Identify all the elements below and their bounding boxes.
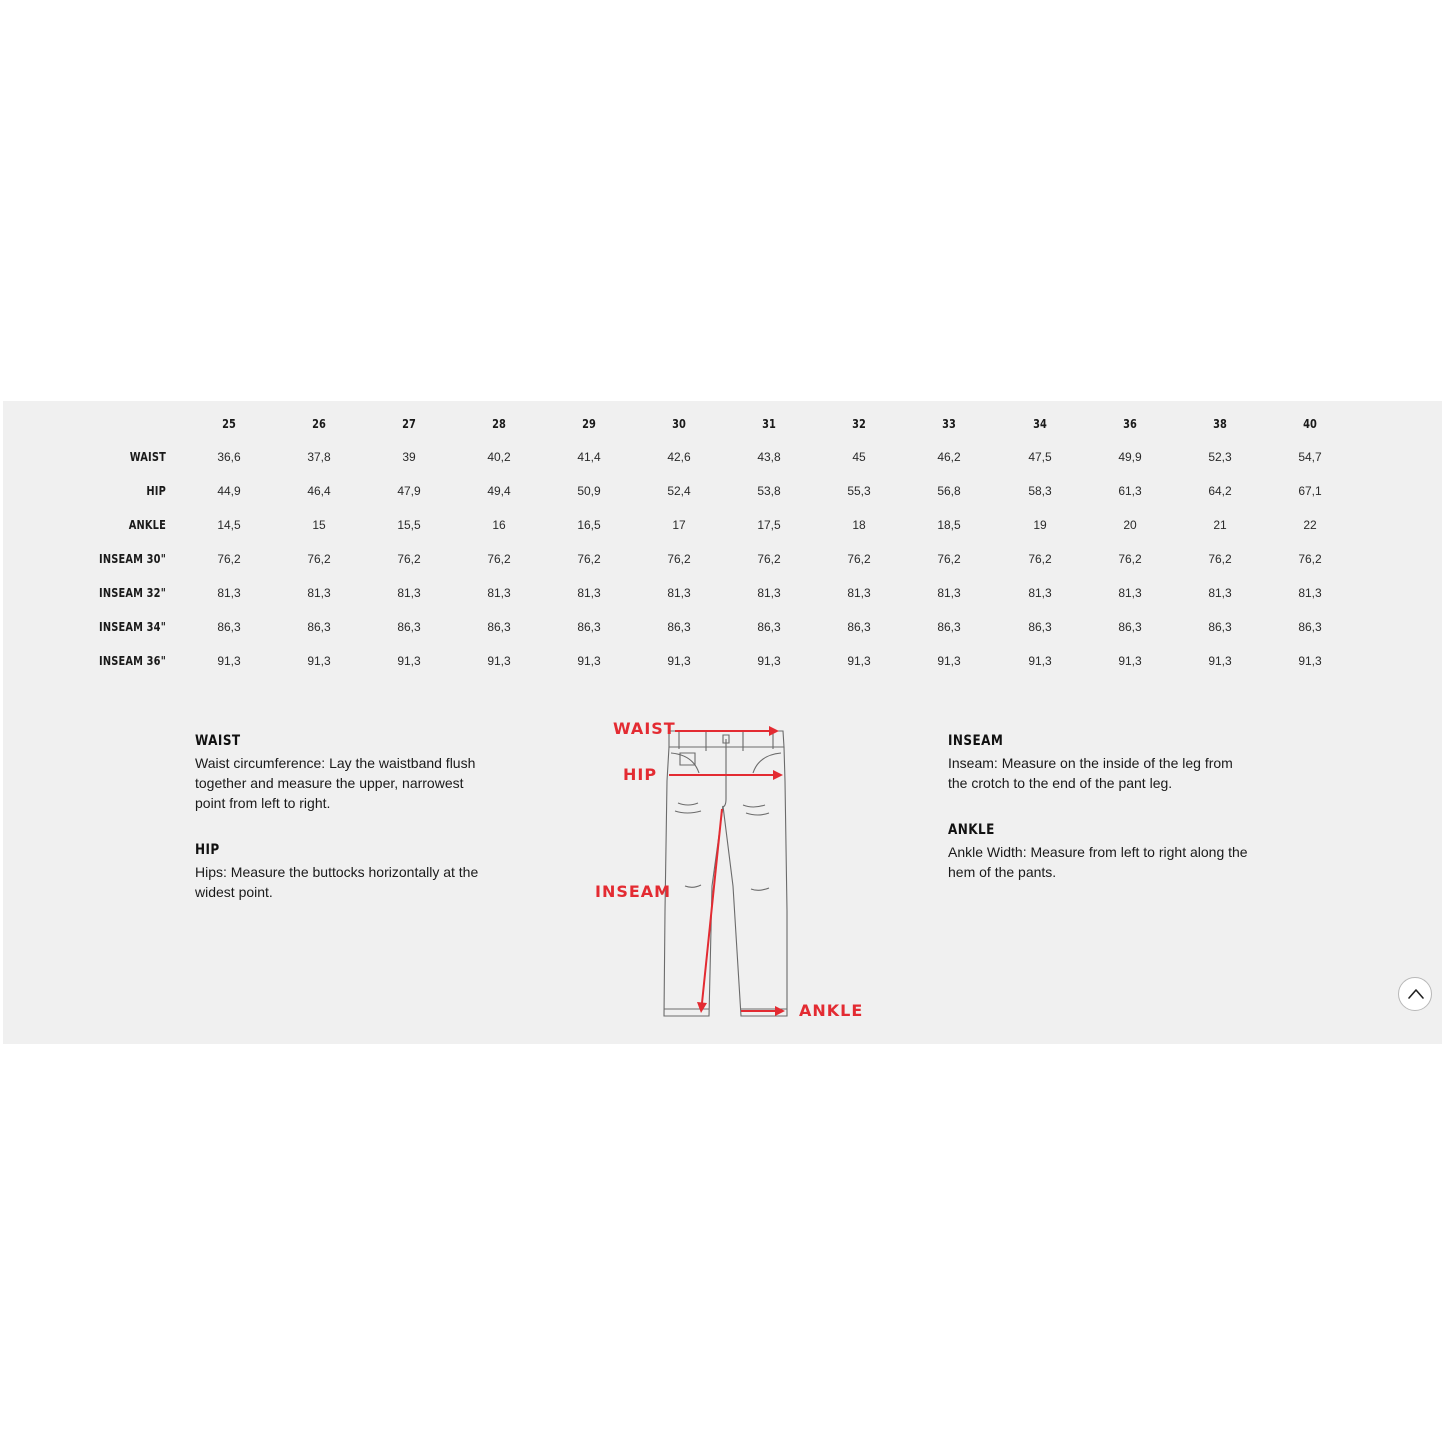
- size-value-cell: 18: [852, 518, 866, 532]
- row-label: HIP: [146, 484, 166, 498]
- size-value-cell: 81,3: [667, 586, 691, 600]
- size-value-cell: 86,3: [757, 620, 781, 634]
- size-value-cell: 76,2: [847, 552, 871, 566]
- size-value-cell: 47,5: [1028, 450, 1052, 464]
- size-value-cell: 91,3: [1028, 654, 1052, 668]
- size-header-cell: 30: [672, 417, 686, 431]
- size-header-cell: 29: [582, 417, 596, 431]
- size-value-cell: 17,5: [757, 518, 781, 532]
- size-value-cell: 76,2: [397, 552, 421, 566]
- size-value-cell: 37,8: [307, 450, 331, 464]
- size-value-cell: 86,3: [1028, 620, 1052, 634]
- hip-description: [195, 842, 505, 902]
- hip-description-title: HIP: [195, 842, 220, 858]
- size-value-cell: 76,2: [487, 552, 511, 566]
- size-value-cell: 86,3: [847, 620, 871, 634]
- size-header-cell: 40: [1303, 417, 1317, 431]
- size-value-cell: 86,3: [1208, 620, 1232, 634]
- size-value-cell: 36,6: [217, 450, 241, 464]
- size-value-cell: 58,3: [1028, 484, 1052, 498]
- size-value-cell: 47,9: [397, 484, 421, 498]
- size-value-cell: 86,3: [937, 620, 961, 634]
- size-value-cell: 41,4: [577, 450, 601, 464]
- size-value-cell: 86,3: [1298, 620, 1322, 634]
- size-value-cell: 81,3: [307, 586, 331, 600]
- hip-description-text: Hips: Measure the buttocks horizontally at the widest point.: [195, 864, 479, 900]
- size-header-cell: 38: [1213, 417, 1227, 431]
- size-value-cell: 49,9: [1118, 450, 1142, 464]
- pants-measurement-diagram: [583, 711, 863, 1031]
- waist-description-title: WAIST: [195, 733, 241, 749]
- size-value-cell: 18,5: [937, 518, 961, 532]
- size-header-cell: 32: [852, 417, 866, 431]
- size-value-cell: 76,2: [667, 552, 691, 566]
- row-label: INSEAM 34": [98, 620, 166, 634]
- size-value-cell: 91,3: [307, 654, 331, 668]
- scroll-to-top-button[interactable]: [1398, 977, 1432, 1011]
- ankle-description: [948, 822, 1258, 882]
- size-value-cell: 76,2: [1208, 552, 1232, 566]
- size-header-cell: 28: [492, 417, 506, 431]
- size-value-cell: 81,3: [1298, 586, 1322, 600]
- size-value-cell: 39: [402, 450, 416, 464]
- size-value-cell: 91,3: [397, 654, 421, 668]
- size-value-cell: 40,2: [487, 450, 511, 464]
- size-header-cell: 27: [402, 417, 416, 431]
- waist-description: [195, 733, 505, 813]
- size-value-cell: 55,3: [847, 484, 871, 498]
- size-value-cell: 67,1: [1298, 484, 1322, 498]
- size-value-cell: 76,2: [937, 552, 961, 566]
- size-value-cell: 17: [672, 518, 686, 532]
- size-table-row: [3, 583, 1442, 603]
- row-label: WAIST: [129, 450, 166, 464]
- size-value-cell: 52,3: [1208, 450, 1232, 464]
- size-table-row: [3, 515, 1442, 535]
- waist-description-text: Waist circumference: Lay the waistband flush together and measure the upper, narrowest point from left to right.: [195, 755, 476, 811]
- size-header-cell: 25: [222, 417, 236, 431]
- size-value-cell: 76,2: [1028, 552, 1052, 566]
- size-table-row: [3, 651, 1442, 671]
- size-value-cell: 52,4: [667, 484, 691, 498]
- size-value-cell: 91,3: [667, 654, 691, 668]
- size-value-cell: 91,3: [217, 654, 241, 668]
- size-value-cell: 21: [1213, 518, 1227, 532]
- size-value-cell: 14,5: [217, 518, 241, 532]
- size-table-row: [3, 481, 1442, 501]
- row-label: INSEAM 32": [98, 586, 166, 600]
- row-label: INSEAM 30": [98, 552, 166, 566]
- size-value-cell: 42,6: [667, 450, 691, 464]
- ankle-description-title: ANKLE: [948, 822, 995, 838]
- size-value-cell: 81,3: [577, 586, 601, 600]
- size-value-cell: 15,5: [397, 518, 421, 532]
- size-header-row: [3, 414, 1442, 434]
- size-value-cell: 76,2: [1298, 552, 1322, 566]
- size-value-cell: 86,3: [397, 620, 421, 634]
- size-value-cell: 86,3: [577, 620, 601, 634]
- size-value-cell: 81,3: [1208, 586, 1232, 600]
- size-table-row: [3, 447, 1442, 467]
- size-value-cell: 91,3: [1208, 654, 1232, 668]
- size-header-cell: 33: [942, 417, 956, 431]
- size-value-cell: 16: [492, 518, 506, 532]
- diagram-label-inseam: INSEAM: [595, 882, 672, 901]
- size-value-cell: 91,3: [757, 654, 781, 668]
- size-value-cell: 64,2: [1208, 484, 1232, 498]
- diagram-label-ankle: ANKLE: [799, 1001, 863, 1020]
- size-value-cell: 46,4: [307, 484, 331, 498]
- diagram-label-waist: WAIST: [613, 719, 676, 738]
- size-value-cell: 22: [1303, 518, 1317, 532]
- row-label: ANKLE: [128, 518, 166, 532]
- size-value-cell: 91,3: [1118, 654, 1142, 668]
- size-value-cell: 15: [312, 518, 326, 532]
- size-value-cell: 81,3: [937, 586, 961, 600]
- size-value-cell: 86,3: [307, 620, 331, 634]
- size-header-cell: 34: [1033, 417, 1047, 431]
- size-header-cell: 26: [312, 417, 326, 431]
- size-value-cell: 91,3: [487, 654, 511, 668]
- size-value-cell: 81,3: [847, 586, 871, 600]
- size-value-cell: 91,3: [937, 654, 961, 668]
- size-value-cell: 91,3: [847, 654, 871, 668]
- size-header-cell: 36: [1123, 417, 1137, 431]
- size-value-cell: 61,3: [1118, 484, 1142, 498]
- ankle-description-text: Ankle Width: Measure from left to right along the hem of the pants.: [948, 844, 1248, 880]
- size-value-cell: 91,3: [577, 654, 601, 668]
- size-table-row: [3, 617, 1442, 637]
- size-value-cell: 76,2: [1118, 552, 1142, 566]
- size-value-cell: 43,8: [757, 450, 781, 464]
- size-value-cell: 91,3: [1298, 654, 1322, 668]
- size-value-cell: 81,3: [487, 586, 511, 600]
- size-header-cell: 31: [762, 417, 776, 431]
- size-value-cell: 86,3: [1118, 620, 1142, 634]
- size-value-cell: 81,3: [1028, 586, 1052, 600]
- inseam-description: [948, 733, 1258, 793]
- size-value-cell: 76,2: [307, 552, 331, 566]
- size-value-cell: 81,3: [1118, 586, 1142, 600]
- size-value-cell: 76,2: [757, 552, 781, 566]
- size-value-cell: 45: [852, 450, 866, 464]
- chevron-up-icon: [1407, 987, 1425, 1001]
- size-value-cell: 46,2: [937, 450, 961, 464]
- size-value-cell: 76,2: [577, 552, 601, 566]
- size-value-cell: 86,3: [217, 620, 241, 634]
- measurement-arrows: [669, 726, 785, 1016]
- row-label: INSEAM 36": [98, 654, 166, 668]
- size-value-cell: 53,8: [757, 484, 781, 498]
- size-value-cell: 86,3: [667, 620, 691, 634]
- diagram-label-hip: HIP: [623, 765, 658, 784]
- size-value-cell: 50,9: [577, 484, 601, 498]
- size-value-cell: 81,3: [217, 586, 241, 600]
- size-value-cell: 81,3: [757, 586, 781, 600]
- size-value-cell: 44,9: [217, 484, 241, 498]
- size-value-cell: 76,2: [217, 552, 241, 566]
- size-table-row: [3, 549, 1442, 569]
- inseam-description-text: Inseam: Measure on the inside of the leg from the crotch to the end of the pant leg.: [948, 755, 1233, 791]
- size-guide-panel: [3, 401, 1442, 1044]
- size-value-cell: 16,5: [577, 518, 601, 532]
- size-value-cell: 20: [1123, 518, 1137, 532]
- size-value-cell: 19: [1033, 518, 1047, 532]
- size-value-cell: 56,8: [937, 484, 961, 498]
- size-value-cell: 86,3: [487, 620, 511, 634]
- inseam-description-title: INSEAM: [948, 733, 1004, 749]
- size-value-cell: 49,4: [487, 484, 511, 498]
- size-value-cell: 54,7: [1298, 450, 1322, 464]
- pants-illustration: [664, 731, 787, 1016]
- size-value-cell: 81,3: [397, 586, 421, 600]
